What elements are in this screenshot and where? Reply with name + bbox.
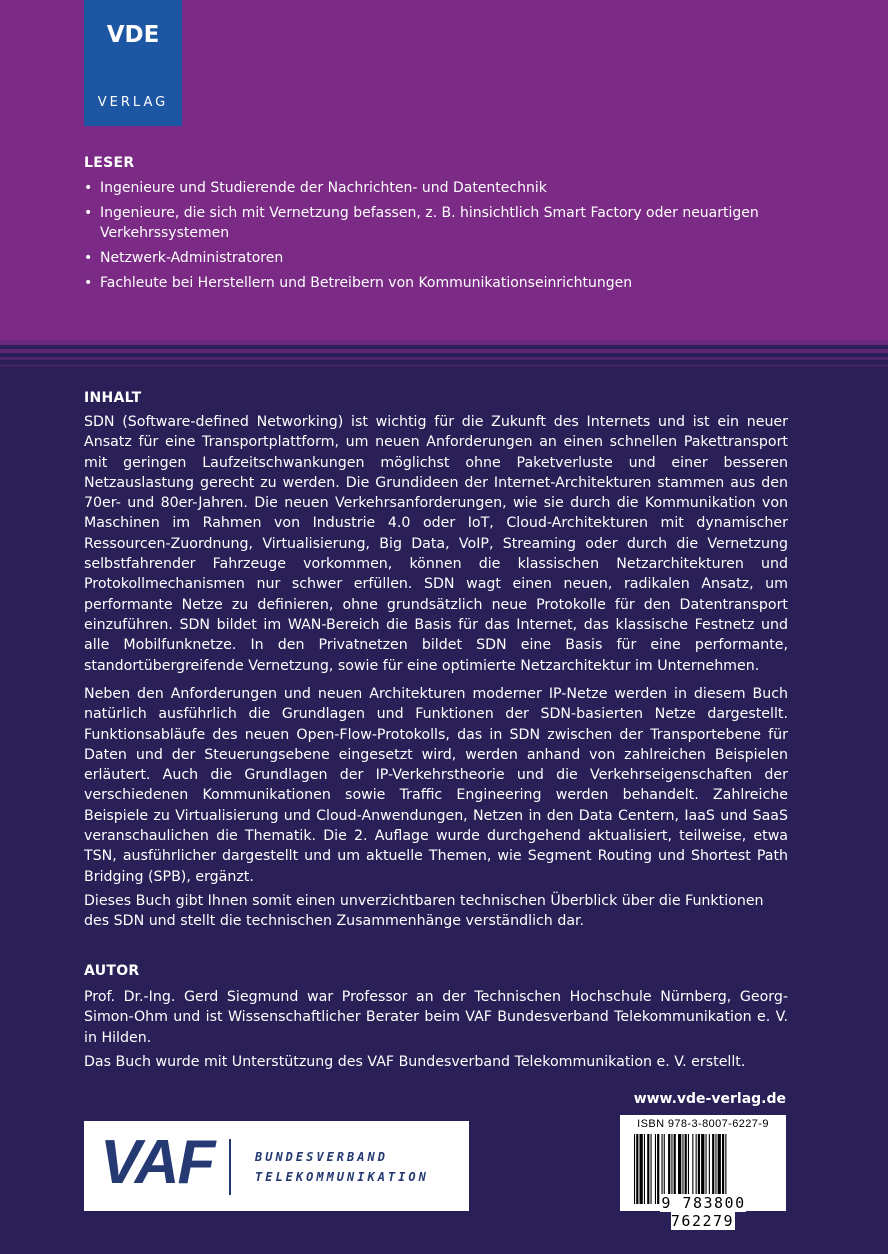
vaf-line-2: TELEKOMMUNIKATION [255,1170,429,1184]
list-item: • Ingenieure, die sich mit Vernetzung befassen, z. B. hinsichtlich Smart Factory oder neuartigen Verkehrssystemen [84,203,804,243]
inhalt-heading: INHALT [84,390,142,406]
list-item: • Fachleute bei Herstellern und Betreibern von Kommunikationseinrichtungen [84,273,804,293]
vaf-mark: VAF [100,1128,214,1197]
logo-vde-text: VDE [106,22,160,48]
list-item: • Netzwerk-Administratoren [84,248,804,268]
barcode-digits: 9 783800 762279 [661,1194,746,1230]
autor-heading: AUTOR [84,963,140,979]
leser-heading: LESER [84,155,135,171]
inhalt-paragraph-3: Dieses Buch gibt Ihnen somit einen unverzichtbaren technischen Überblick über die Funktionen des SDN und stellt die technischen Zusammenhänge verständlich dar. [84,893,764,930]
logo-verlag-text: VERLAG [97,95,169,110]
isbn-barcode [620,1115,786,1230]
autor-paragraph-2: Das Buch wurde mit Unterstützung des VAF Bundesverband Telekommunikation e. V. erstellt. [84,1054,746,1070]
leser-list [84,178,804,298]
list-item: • Ingenieure und Studierende der Nachrichten- und Datentechnik [84,178,804,198]
vaf-logo [84,1121,469,1211]
isbn-label: ISBN 978-3-8007-6227-9 [637,1118,769,1130]
inhalt-paragraph-1: SDN (Software-defined Networking) ist wichtig für die Zukunft des Internets und ist ein neuer Ansatz für eine Transportplattform, um neuen Anforderungen an einen schnellen Pakettransport mit geringen Laufzeitschwankungen möglichst ohne Paketverluste und einer besseren Netzauslastung gerecht zu werden. Die Grundideen der Internet-Architekturen stammen aus den 70er- und 80er-Jahren. Die neuen Verkehrsanforderungen, wie sie durch die Kommunikation von Maschinen im Rahmen von Industrie 4.0 oder IoT, Cloud-Architekturen mit dynamischer Ressourcen-Zuordnung, Virtualisierung, Big Data, VoIP, Streaming oder durch die Vernetzung selbstfahrender Fahrzeuge vorkommen, können die klassischen Netzarchitekturen und Protokollmechanismen nur schwer erfüllen. SDN wagt einen neuen, radikalen Ansatz, um performante Netze zu definieren, ohne grundsätzlich neue Protokolle für den Datentransport einzuführen. SDN bildet im WAN-Bereich die Basis für das Internet, das klassische Festnetz und alle Mobilfunknetze. In den Privatnetzen bildet SDN eine Basis für eine performante, standortübergreifende Vernetzung, sowie für eine optimierte Netzarchitektur im Unternehmen. [84,414,788,674]
inhalt-paragraph-2: Neben den Anforderungen und neuen Architekturen moderner IP-Netze werden in diesem Buch natürlich ausführlich die Grundlagen und Funktionen der SDN-basierten Netze dargestellt. Funktionsabläufe des neuen Open-Flow-Protokolls, das in SDN zwischen der Transportebene für Daten und der Steuerungsebene eingesetzt wird, werden anhand von zahlreichen Beispielen erläutert. Auch die Grundlagen der IP-Verkehrstheorie und die Verkehrseigenschaften der verschiedenen Kommunikationen sowie Traffic Engineering werden behandelt. Zahlreiche Beispiele zu Virtualisierung und Cloud-Anwendungen, Netzen in den Data Centern, IaaS und SaaS veranschaulichen die Thematik. Die 2. Auflage wurde durchgehend aktualisiert, teilweise, etwa TSN, ausführlicher dargestellt und um aktuelle Themen, wie Segment Routing und Shortest Path Bridging (SPB), ergänzt. [84,686,788,885]
stripe-divider [0,340,888,374]
website-url: www.vde-verlag.de [633,1091,786,1107]
autor-paragraph-1: Prof. Dr.-Ing. Gerd Siegmund war Professor an der Technischen Hochschule Nürnberg, Georg-Simon-Ohm und ist Wissenschaftlicher Berater beim VAF Bundesverband Telekommunikation e. V. in Hilden. [84,989,788,1046]
vaf-line-1: BUNDESVERBAND [255,1150,388,1164]
vde-verlag-logo [84,0,182,126]
vaf-divider [229,1139,231,1195]
